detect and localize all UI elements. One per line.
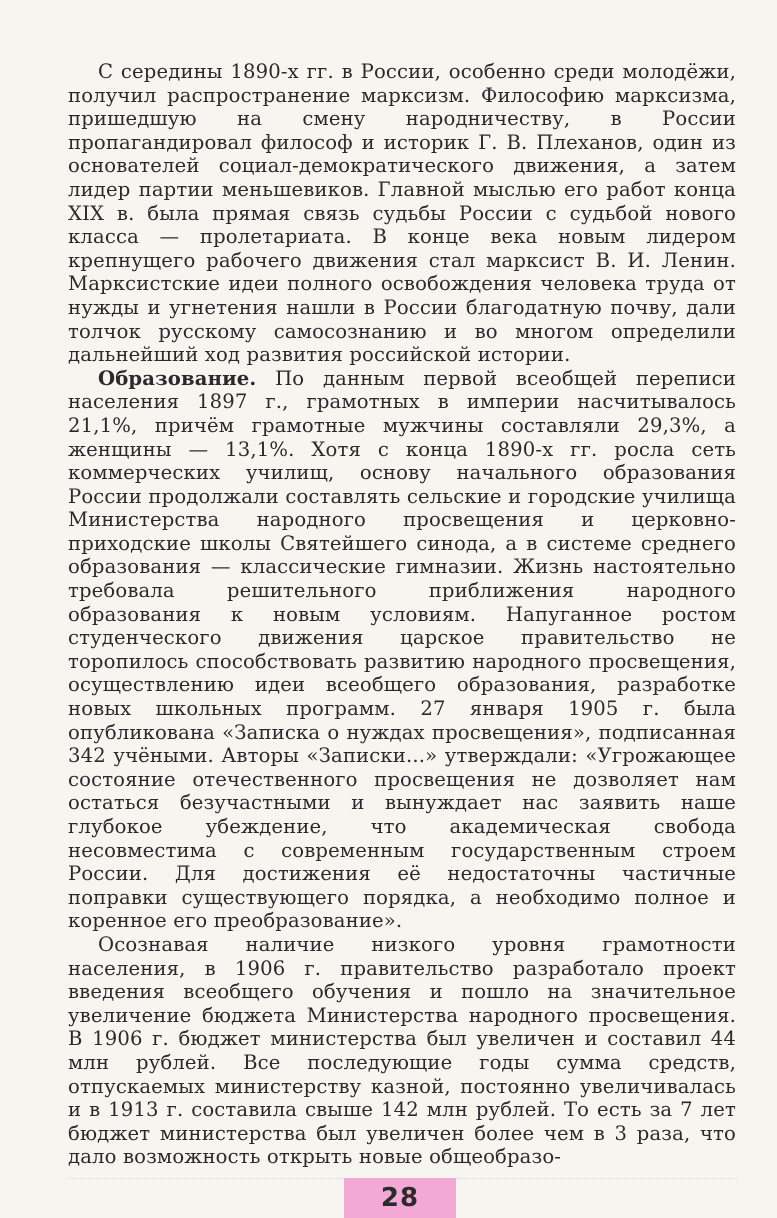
paragraph-education (68, 367, 736, 933)
page-number: 28 (380, 1183, 420, 1213)
section-heading-education: Образование. (98, 366, 257, 390)
paragraph-marxism-text: С середины 1890-х гг. в России, особенно среди молодёжи, получил распространение марксизм. Философию марксизма, пришедшую на смену народничеству, в России пропагандировал философ и историк Г. В. Плеханов, один из основателей социал-демократического движения, а затем лидер партии меньшевиков. Главной мыслью его работ конца XIX в. была прямая связь судьбы России с судьбой нового класса — пролетариата. В конце века новым лидером крепнущего рабочего движения стал марксист В. И. Ленин. Марксистские идеи полного освобождения человека труда от нужды и угнетения нашли в России благодатную почву, дали толчок русскому самосознанию и во многом определили дальнейший ход развития российской истории. (68, 60, 736, 367)
body-text (68, 60, 736, 1169)
paragraph-budget-text: Осознавая наличие низкого уровня грамотности населения, в 1906 г. правительство разработало проект введения всеобщего обучения и пошло на значительное увеличение бюджета Министерства народного просвещения. В 1906 г. бюджет министерства был увеличен и составил 44 млн рублей. Все последующие годы сумма средств, отпускаемых министерству казной, постоянно увеличивалась и в 1913 г. составила свыше 142 млн рублей. То есть за 7 лет бюджет министерства был увеличен более чем в 3 раза, что дало возможность открыть новые общеобразо- (68, 932, 736, 1169)
paragraph-budget (68, 933, 736, 1169)
paragraph-marxism (68, 60, 736, 367)
page-number-badge (344, 1178, 456, 1218)
paragraph-education-text: По данным первой всеобщей переписи населения 1897 г., грамотных в империи насчитывалось 21,1%, причём грамотные мужчины составляли 29,3%, а женщины — 13,1%. Хотя с конца 1890-х гг. росла сеть коммерческих училищ, основу начального образования России продолжали составлять сельские и городские училища Министерства народного просвещения и церковно-приходские школы Святейшего синода, а в системе среднего образования — классические гимназии. Жизнь настоятельно требовала решительного приближения народного образования к новым условиям. Напуганное ростом студенческого движения царское правительство не торопилось способствовать развитию народного просвещения, осуществлению идеи всеобщего образования, разработке новых школьных программ. 27 января 1905 г. была опубликована «Записка о нуждах просвещения», подписанная 342 учёными. Авторы «Записки...» утверждали: «Угрожающее состояние отечественного просвещения не дозволяет нам остаться безучастными и вынуждает нас заявить наше глубокое убеждение, что академическая свобода несовместима с современным государственным строем России. Для достижения её недостаточны частичные поправки существующего порядка, а необходимо полное и коренное его преобразование». (68, 366, 736, 933)
